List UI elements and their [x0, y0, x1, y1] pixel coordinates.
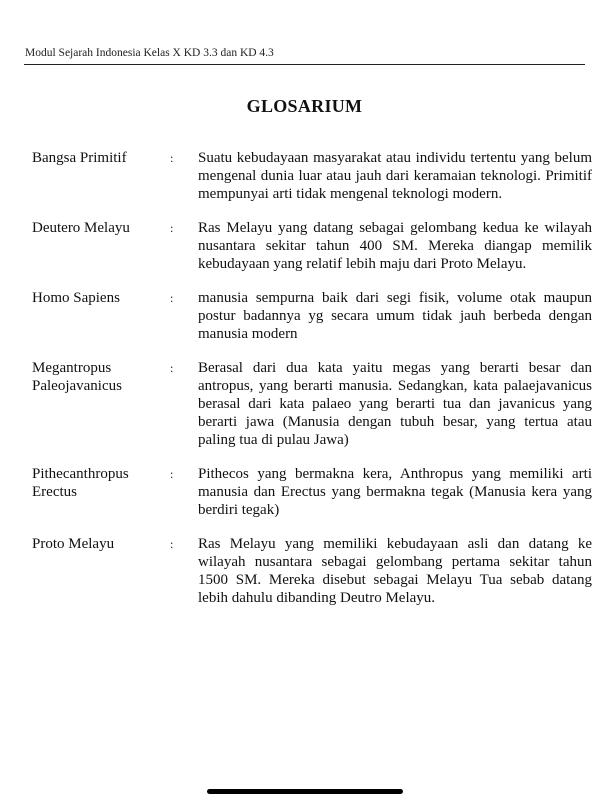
glossary-definition: Ras Melayu yang memiliki kebudayaan asli dan datang ke wilayah nusantara sebagai gelombang pertama sekitar tahun 1500 SM. Mereka disebut sebagai Melayu Tua sebab datang lebih dahulu dibanding Deutro Melayu. [198, 536, 592, 606]
home-indicator-bar[interactable] [207, 789, 403, 794]
glossary-separator: : [170, 467, 174, 481]
glossary-entry [32, 465, 592, 519]
glossary-definition: Pithecos yang bermakna kera, Anthropus yang memiliki arti manusia dan Erectus yang bermakna tegak (Manusia kera yang berdiri tegak) [198, 466, 592, 518]
document-header: Modul Sejarah Indonesia Kelas X KD 3.3 dan KD 4.3 [25, 47, 274, 59]
glossary-entry [32, 359, 592, 449]
glossary-term: Megantropus Paleojavanicus [32, 360, 122, 394]
glossary-definition: Berasal dari dua kata yaitu megas yang berarti besar dan antropus, yang berarti manusia. Sedangkan, kata palaejavanicus berasal dari kata palaeo yang berarti tua dan javanicus yang berarti jawa (Manusia dengan tubuh besar, yang tertua atau paling tua di pulau Jawa) [198, 360, 592, 448]
glossary-term: Deutero Melayu [32, 220, 130, 236]
glossary-term: Homo Sapiens [32, 290, 120, 306]
glossary-entry [32, 289, 592, 343]
glossary-entry [32, 535, 592, 607]
header-divider [24, 64, 585, 65]
glossary-separator: : [170, 221, 174, 235]
glossary-separator: : [170, 361, 174, 375]
glossary-separator: : [170, 151, 174, 165]
glossary-definition: Suatu kebudayaan masyarakat atau individu tertentu yang belum mengenal dunia luar atau jauh dari keramaian teknologi. Primitif mempunyai arti tidak mengenal teknologi modern. [198, 150, 592, 202]
glossary-definition: Ras Melayu yang datang sebagai gelombang kedua ke wilayah nusantara sekitar tahun 400 SM. Mereka diangap memilik kebudayaan yang relatif lebih maju dari Proto Melayu. [198, 220, 592, 272]
glossary-definition: manusia sempurna baik dari segi fisik, volume otak maupun postur badannya yg secara umum tidak jauh berbeda dengan manusia modern [198, 290, 592, 342]
glossary-term: Pithecanthropus Erectus [32, 466, 129, 500]
glossary-separator: : [170, 291, 174, 305]
glossary-term: Bangsa Primitif [32, 150, 127, 166]
glossary-term: Proto Melayu [32, 536, 115, 552]
glossary-entry [32, 219, 592, 273]
glossary-list [32, 149, 592, 607]
page-title: GLOSARIUM [246, 96, 363, 116]
glossary-separator: : [170, 537, 174, 551]
glossary-entry [32, 149, 592, 203]
